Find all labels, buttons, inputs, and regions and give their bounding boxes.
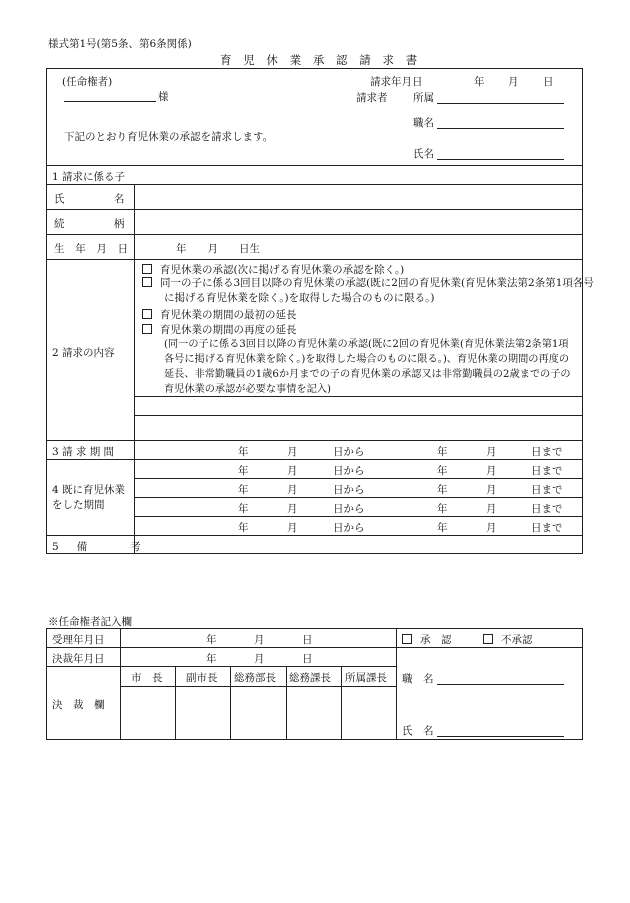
checkbox-icon[interactable] [142, 277, 152, 287]
checkbox-icon[interactable] [142, 309, 152, 319]
period-from-month[interactable]: 月 [287, 522, 298, 534]
option-2-label: 同一の子に係る3回目以降の育児休業の承認(既に2回の育児休業(育児休業法第2条第1項各号に掲げる育児休業を除く。)を取得した場合のものに限る。) [160, 277, 594, 304]
role-general-director: 総務部長 [234, 672, 276, 684]
job-line[interactable] [437, 128, 564, 129]
checkbox-icon[interactable] [402, 634, 412, 644]
period-to-year[interactable]: 年 [437, 446, 448, 458]
period-to-month[interactable]: 月 [486, 446, 497, 458]
checkbox-icon[interactable] [142, 324, 152, 334]
decided-label: 決裁年月日 [52, 653, 105, 665]
request-day-label: 日 [543, 76, 554, 88]
role-section-manager: 所属課長 [345, 672, 387, 684]
period-to-day[interactable]: 日まで [531, 446, 563, 458]
section3-label: 3 請 求 期 間 [52, 446, 115, 458]
period-to-year[interactable]: 年 [437, 522, 448, 534]
period-from-year[interactable]: 年 [238, 484, 249, 496]
name-label: 氏名 [413, 148, 434, 160]
decided-year[interactable]: 年 [206, 653, 217, 665]
decided-month[interactable]: 月 [254, 653, 265, 665]
role-mayor: 市 長 [131, 672, 163, 684]
period-to-month[interactable]: 月 [486, 503, 497, 515]
period-from-month[interactable]: 月 [287, 503, 298, 515]
option-note: (同一の子に係る3回目以降の育児休業の承認(既に2回の育児休業(育児休業法第2条第1項各号に掲げる育児休業を除く。)を取得した場合のものに限る。)、育児休業の期間の再度の延長、非常勤職員の1歳6か月までの子の育児休業の承認又は非常勤職員の2歳までの子の育児休業の承認が必要な事情を記入) [164, 339, 571, 395]
request-date-label: 請求年月日 [370, 76, 423, 88]
disapprove-label: 不承認 [501, 634, 533, 646]
approval-column-label: 決 裁 欄 [52, 699, 105, 711]
seal-mayor[interactable] [121, 687, 174, 739]
period-to-day[interactable]: 日まで [531, 503, 563, 515]
period-to-year[interactable]: 年 [437, 465, 448, 477]
option-1[interactable] [142, 262, 404, 277]
seal-general-manager[interactable] [287, 687, 340, 739]
page-title: 育 児 休 業 承 認 請 求 書 [220, 53, 422, 67]
period-to-year[interactable]: 年 [437, 503, 448, 515]
period-from-month[interactable]: 月 [287, 465, 298, 477]
period-to-day[interactable]: 日まで [531, 465, 563, 477]
section1-title: 1 請求に係る子 [52, 171, 126, 183]
requester-label: 請求者 [356, 92, 388, 104]
period-from-month[interactable]: 月 [287, 484, 298, 496]
disapprove-option[interactable] [483, 632, 533, 647]
period-from-day[interactable]: 日から [333, 503, 365, 515]
reason-line-1[interactable] [136, 398, 576, 413]
sama-label: 様 [158, 91, 169, 103]
period-from-day[interactable]: 日から [333, 522, 365, 534]
period-from-day[interactable]: 日から [333, 484, 365, 496]
period-to-day[interactable]: 日まで [531, 484, 563, 496]
option-1-label: 育児休業の承認(次に掲げる育児休業の承認を除く。) [160, 264, 405, 276]
appointer-name-line2[interactable] [437, 736, 564, 737]
request-month-label: 月 [508, 76, 519, 88]
section2-label: 2 請求の内容 [52, 347, 115, 359]
birth-label: 生 年 月 日 [54, 243, 132, 255]
appointer-name-label: 氏 名 [402, 725, 434, 737]
option-3-label: 育児休業の期間の最初の延長 [160, 309, 297, 321]
received-day[interactable]: 日 [302, 634, 313, 646]
section4-label-text: 4 既に育児休業をした期間 [52, 484, 126, 511]
relation-field[interactable] [136, 211, 576, 232]
received-year[interactable]: 年 [206, 634, 217, 646]
period-from-year[interactable]: 年 [238, 522, 249, 534]
checkbox-icon[interactable] [142, 264, 152, 274]
section5-label: 5 備 考 [52, 541, 149, 553]
affiliation-line[interactable] [437, 103, 564, 104]
period-to-month[interactable]: 月 [486, 522, 497, 534]
period-from-year[interactable]: 年 [238, 446, 249, 458]
checkbox-icon[interactable] [483, 634, 493, 644]
received-label: 受理年月日 [52, 634, 105, 646]
section4-label [52, 483, 132, 513]
request-year-label: 年 [474, 76, 485, 88]
remarks-field[interactable] [136, 537, 576, 552]
period-from-year[interactable]: 年 [238, 503, 249, 515]
name-line[interactable] [437, 159, 564, 160]
role-general-manager: 総務課長 [289, 672, 331, 684]
child-name-field[interactable] [136, 186, 576, 207]
seal-section-manager[interactable] [342, 687, 395, 739]
child-name-label: 氏 名 [54, 193, 134, 205]
request-text: 下記のとおり育児休業の承認を請求します。 [64, 131, 274, 143]
period-from-year[interactable]: 年 [238, 465, 249, 477]
appointer-label: (任命権者) [62, 76, 113, 88]
approve-option[interactable] [402, 632, 452, 647]
received-month[interactable]: 月 [254, 634, 265, 646]
reason-line-2[interactable] [136, 417, 576, 438]
appointer-section-title: ※任命権者記入欄 [48, 616, 132, 628]
period-to-month[interactable]: 月 [486, 484, 497, 496]
option-4[interactable] [142, 322, 297, 337]
option-2[interactable] [142, 276, 604, 306]
period-from-day[interactable]: 日から [333, 465, 365, 477]
relation-label: 続 柄 [54, 218, 134, 230]
appointer-name-line[interactable] [64, 101, 156, 102]
appointer-job-label: 職 名 [402, 673, 434, 685]
seal-general-director[interactable] [231, 687, 285, 739]
decided-day[interactable]: 日 [302, 653, 313, 665]
option-3[interactable] [142, 307, 297, 322]
appointer-job-line[interactable] [437, 684, 564, 685]
job-label: 職名 [413, 117, 434, 129]
period-to-year[interactable]: 年 [437, 484, 448, 496]
option-4-label: 育児休業の期間の再度の延長 [160, 324, 297, 336]
period-from-day[interactable]: 日から [333, 446, 365, 458]
role-vice-mayor: 副市長 [186, 672, 218, 684]
affiliation-label: 所属 [413, 92, 434, 104]
period-from-month[interactable]: 月 [287, 446, 298, 458]
period-to-month[interactable]: 月 [486, 465, 497, 477]
form-number: 様式第1号(第5条、第6条関係) [48, 38, 192, 50]
seal-vice-mayor[interactable] [176, 687, 229, 739]
birth-value[interactable]: 年 月 日生 [176, 243, 260, 255]
period-to-day[interactable]: 日まで [531, 522, 563, 534]
approve-label: 承 認 [420, 634, 452, 646]
